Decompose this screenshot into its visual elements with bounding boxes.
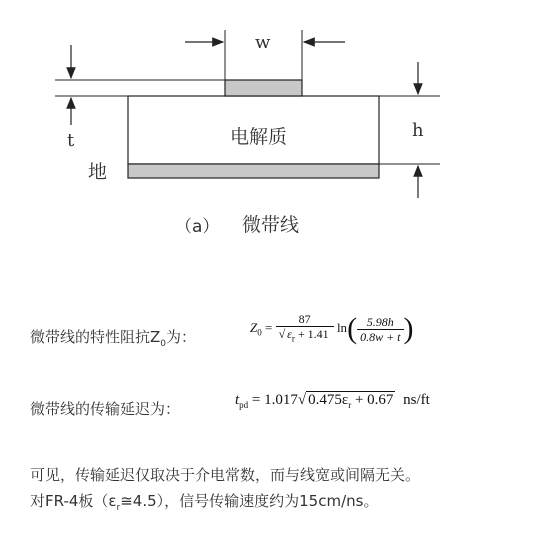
z0-inner-fraction — [357, 315, 403, 344]
caption-a: （a） — [175, 217, 220, 237]
label-dielectric: 电解质 — [230, 126, 288, 148]
z0-den-eps-sub: r — [291, 333, 295, 344]
note-line-1: 可见，传输延迟仅取决于介电常数，而与线宽或间隔无关。 — [30, 466, 421, 484]
z0-paren-open: ( — [347, 312, 358, 345]
z0-label-text: 微带线的特性阻抗Z — [30, 328, 161, 346]
z0-paren-close: ) — [403, 312, 414, 345]
z0-inner-num: 5.98h — [366, 314, 394, 329]
z0-fraction — [276, 312, 334, 345]
caption-title: 微带线 — [242, 214, 300, 236]
note-line-2-prefix: 对FR-4板（ε — [30, 492, 117, 510]
label-ground: 地 — [88, 161, 108, 183]
z0-den-const: + 1.41 — [294, 327, 329, 342]
label-h: h — [412, 120, 424, 141]
z0-label-sub: 0 — [160, 339, 167, 349]
tpd-radicand — [306, 391, 395, 408]
z0-label — [30, 326, 196, 349]
z0-lhs-sub: 0 — [257, 327, 262, 338]
tpd-label: 微带线的传输延迟为： — [30, 400, 181, 418]
z0-den: √ $\varepsilon_r + 1.41$ — [276, 326, 334, 345]
tpd-radicand-b: + 0.67 — [351, 392, 394, 408]
z0-num: 87 — [298, 312, 311, 327]
tpd-unit: ns/ft — [403, 392, 430, 408]
tpd-radicand-sub: r — [348, 400, 352, 410]
z0-den-eps: ε — [287, 327, 292, 342]
z0-lhs: Z — [250, 319, 258, 335]
note-line-2-sub: r — [116, 503, 121, 513]
z0-label-suffix: 为： — [166, 328, 197, 346]
trace-conductor — [225, 80, 302, 96]
tpd-formula: $t_{pd} = 1.017√$ $0.475\varepsilon_r + 0.67$ ns/ft — [235, 392, 430, 410]
label-w: w — [255, 32, 271, 53]
label-t: t — [67, 130, 75, 151]
tpd-radicand-a: 0.475ε — [308, 392, 349, 408]
ground-plane — [128, 164, 379, 178]
note-line-2 — [30, 490, 378, 513]
z0-ln: ln — [336, 319, 348, 335]
z0-eq: = — [264, 319, 273, 335]
tpd-eq: = 1.017 — [251, 392, 298, 408]
tpd-lhs-sub: pd — [239, 400, 249, 410]
note-line-2-suffix: ≅4.5），信号传输速度约为15cm/ns。 — [120, 492, 379, 510]
tpd-lhs: t — [235, 392, 240, 408]
z0-inner-den: 0.8w + t — [357, 329, 403, 344]
z0-formula — [250, 312, 414, 346]
